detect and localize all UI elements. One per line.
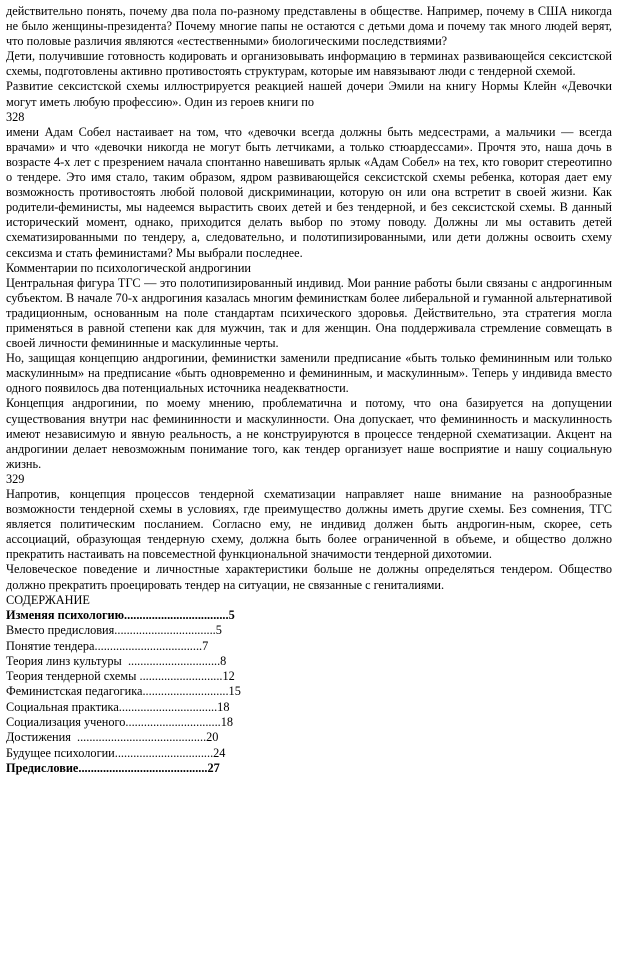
paragraph: Центральная фигура ТГС — это полотипизированный индивид. Мои ранние работы были связаны с андрогинным субъектом. В начале 70-х андрогиния казалась многим феминисткам более либеральной и гуманной альтернативой традиционным, основанным на поле стандартам психического здоровья. Действительно, эта стратегия могла применяться в равной степени как для мужчин, так и для женщин. Она поддерживала стремление совмещать в своей личности фемининные и маскулинные черты. [6, 275, 612, 351]
toc-entry-dots: .................................. [124, 607, 229, 622]
toc-entry-dots: ................................ [118, 699, 218, 714]
toc-entry-label: Социальная практика [6, 699, 119, 714]
toc-entry [6, 669, 612, 684]
toc-entry [6, 746, 612, 761]
toc-entry-label: Теория линз культуры [6, 653, 122, 668]
paragraph: Но, защищая концепцию андрогинии, феминистки заменили предписание «быть только фемининным или только маскулинным» на предписание «быть одновременно и фемининным, и маскулинным». Теперь у индивида вместо одного появилось два потенциальных источника неадекватности. [6, 351, 612, 396]
toc-entry-page: 24 [213, 745, 226, 760]
toc-entry-page: 12 [222, 669, 235, 684]
toc-entry-page: 5 [215, 623, 222, 638]
toc-entry [6, 654, 612, 669]
toc-entry-label: Теория тендерной схемы [6, 669, 137, 684]
paragraph: Дети, получившие готовность кодировать и организовывать информацию в терминах развивающейся сексистской схемы, подготовлены активно противостоять структурам, которые им навязывают люди с тендерной схемой. [6, 49, 612, 79]
toc-entry-dots: ........................... [136, 669, 223, 684]
table-of-contents [6, 608, 612, 776]
paragraph: Напротив, концепция процессов тендерной схематизации направляет наше внимание на разнообразные возможности тендерной схемы в условиях, где преимущество должны иметь другие схемы. Без сомнения, ТГС является политическим посланием. Согласно ему, не индивид должен быть андрогин-ным, скорее, сеть ассоциаций, образующая тендерную схему, должна быть более ограниченной в объеме, и общество должно прекратить настаивать на повсеместной функциональной значимости тендерной дихотомии. [6, 487, 612, 562]
toc-entry [6, 715, 612, 730]
toc-entry-label: Феминистская педагогика [6, 684, 143, 699]
toc-entry [6, 700, 612, 715]
toc-entry-page: 5 [228, 607, 235, 622]
toc-entry-page: 15 [228, 684, 241, 699]
toc-entry-dots: .......................................... [70, 730, 207, 745]
toc-entry [6, 623, 612, 638]
toc-entry-label: Предисловие [6, 760, 79, 775]
toc-entry-page: 18 [220, 715, 234, 730]
paragraph: Человеческое поведение и личностные характеристики больше не должны определяться тендером. Общество должно прекратить проецировать тендер на ситуации, не связанные с гениталиями. [6, 562, 612, 592]
toc-entry-dots: .............................. [121, 653, 221, 668]
page-number: 329 [6, 471, 25, 486]
paragraph: Концепция андрогинии, по моему мнению, проблематична и потому, что она базируется на допущении существования внутри нас фемининности и маскулинности. Она допускает, что фемининность и маскулинность имеют независимую и явную реальность, а не конструируются в процессе тендерной схематизации. Акцент на андрогинии делает невозможным понимание того, как тендер организует наше восприятие и нашу социальную жизнь. [6, 396, 612, 471]
section-heading: Комментарии по психологической андрогинии [6, 260, 251, 275]
toc-entry-dots: ............................ [142, 684, 229, 699]
paragraph: Развитие сексистской схемы иллюстрируется реакцией нашей дочери Эмили на книгу Нормы Клейн «Девочки могут иметь любую профессию». Один из героев книги по [6, 79, 612, 109]
toc-entry [6, 730, 612, 745]
table-of-contents-title: СОДЕРЖАНИЕ [6, 592, 90, 607]
page-number: 328 [6, 109, 25, 124]
toc-entry-page: 20 [206, 730, 219, 745]
toc-entry-label: Понятие тендера [6, 638, 95, 653]
toc-entry-dots: ................................ [114, 745, 214, 760]
toc-entry-dots: ............................... [125, 715, 221, 730]
toc-entry [6, 761, 612, 776]
paragraph: действительно понять, почему два пола по-разному представлены в обществе. Например, почему в США никогда не было женщины-президента? Почему многие папы не остаются с детьми дома и почему так много людей верят, что половые различия являются «естественными» биологическими последствиями? [6, 4, 612, 49]
toc-entry-page: 27 [207, 760, 220, 775]
toc-entry-label: Изменяя психологию [6, 607, 125, 622]
toc-entry-page: 8 [220, 653, 227, 668]
toc-entry-dots: ................................... [94, 638, 203, 653]
toc-entry-label: Социализация ученого [6, 715, 126, 730]
paragraph: имени Адам Собел настаивает на том, что «девочки всегда должны быть медсестрами, а мальчики — всегда врачами» и что «девочки никогда не могут быть летчиками, а только стюардессами». Прочтя это, наша дочь в возрасте 4-х лет с презрением начала спонтанно навешивать ярлык «Адам Собел» на тех, кто говорит стереотипно о тендере. Это имя стало, таким образом, ядром развивающейся сексистской схемы ребенка, которая дает ему возможность противостоять любой половой дискриминации, которую он или она встретит в своей жизни. Как родители-феминисты, мы надеемся вырастить своих детей и без тендерной, и без сексистской схемы. В данный исторический момент, однако, приходится делать выбор по этому поводу. Должны ли мы оставить детей схематизированными по тендеру, а, следовательно, и полотипизированными, или дети должны освоить схему сексизма и стать феминистами? Мы выбрали последнее. [6, 124, 612, 260]
toc-entry-page: 18 [217, 699, 230, 714]
toc-entry-page: 7 [202, 638, 209, 653]
toc-entry-label: Достижения [6, 730, 71, 745]
toc-entry-label: Вместо предисловия [6, 623, 115, 638]
toc-entry-dots: .......................................... [78, 760, 208, 775]
toc-entry [6, 608, 612, 623]
toc-entry [6, 639, 612, 654]
toc-entry-label: Будущее психологии [6, 745, 115, 760]
toc-entry-dots: ................................. [114, 623, 216, 638]
toc-entry [6, 684, 612, 699]
